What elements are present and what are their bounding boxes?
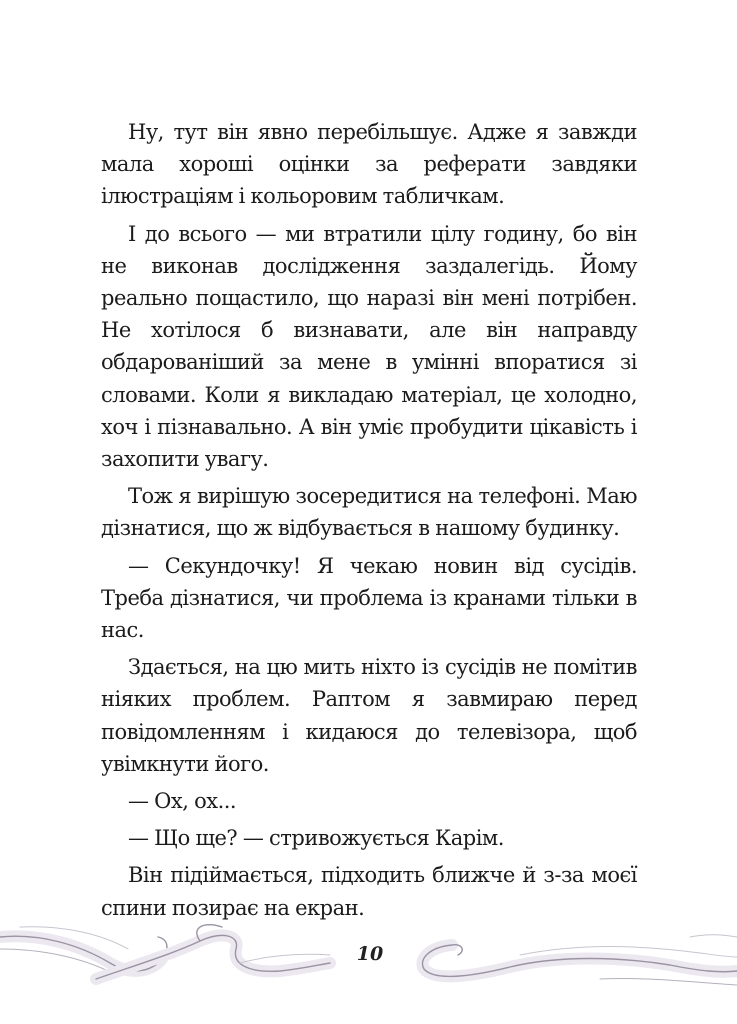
ornament-ribbon-right-shadow xyxy=(422,945,737,976)
paragraph: Він підіймається, підходить ближче й з-за моєї спини позирає на екран. xyxy=(101,863,637,920)
paragraph: — Що ще? — стривожується Карім. xyxy=(128,826,504,851)
ornament-loop-center-shadow xyxy=(96,935,330,979)
paragraph: Тож я вирішую зосередитися на телефоні. Маю дізнатися, що ж відбувається в нашому будинку. xyxy=(101,484,637,541)
paragraph: Ну, тут він явно перебільшує. Адже я завжди мала хороші оцінки за реферати завдяки ілюстраціям і кольоровим табличкам. xyxy=(101,120,637,209)
page-number: 10 xyxy=(356,943,384,965)
paragraph: — Секундочку! Я чекаю новин від сусідів. Треба дізнатися, чи проблема із кранами тільки в нас. xyxy=(101,553,637,643)
page-footer xyxy=(0,915,737,995)
paragraph: — Ох, ох... xyxy=(128,789,237,814)
paragraph: Здається, на цю мить ніхто із сусідів не помітив ніяких проблем. Раптом я завмираю перед повідомленням і кидаюся до телевізора, щоб увімкнути його. xyxy=(101,655,637,776)
paragraph: І до всього — ми втратили цілу годину, бо він не виконав дослідження заздалегідь. Йому реально пощастило, що наразі він мені потрібен. Не хотілося б визнавати, але він направду обдарованіший за мене в умінні впоратися зі словами. Коли я викладаю матеріал, це холодно, хоч і пізнавально. А він уміє пробудити цікавість і захопити увагу. xyxy=(101,221,637,472)
page-text xyxy=(101,116,637,924)
